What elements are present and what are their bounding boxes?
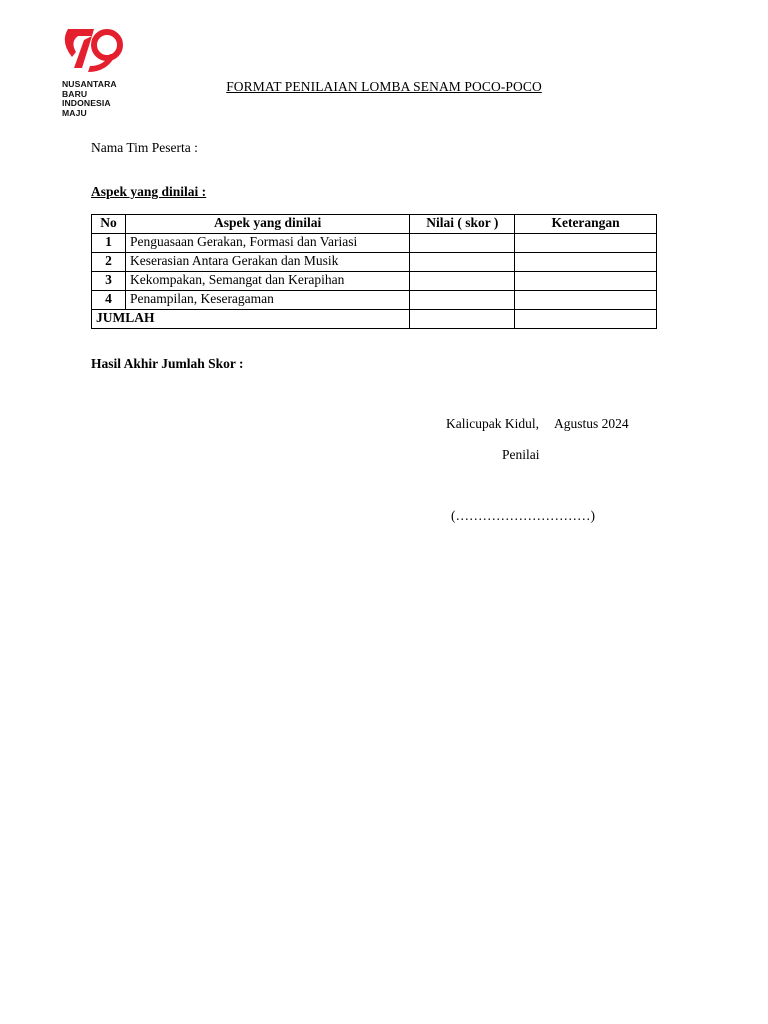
table-header-row	[92, 215, 657, 234]
logo	[62, 24, 132, 118]
row-note-cell[interactable]	[515, 253, 657, 272]
header-score: Nilai ( skor )	[410, 215, 515, 234]
row-aspect: Penguasaan Gerakan, Formasi dan Variasi	[125, 234, 409, 253]
team-name-label: Nama Tim Peserta :	[91, 140, 198, 155]
table-row	[92, 234, 657, 253]
signature-line: (…………………………)	[451, 508, 595, 523]
table-total-row	[92, 310, 657, 329]
row-score-cell[interactable]	[410, 253, 515, 272]
header-no: No	[92, 215, 126, 234]
row-note-cell[interactable]	[515, 291, 657, 310]
logo-line: BARU	[62, 88, 88, 99]
table-row	[92, 272, 657, 291]
indonesia-79-anniversary-logo-icon	[62, 24, 126, 76]
header-aspect: Aspek yang dinilai	[125, 215, 409, 234]
final-score-label: Hasil Akhir Jumlah Skor :	[91, 356, 244, 371]
row-aspect: Keserasian Antara Gerakan dan Musik	[125, 253, 409, 272]
table-row	[92, 291, 657, 310]
total-score-cell[interactable]	[410, 310, 515, 329]
total-note-cell[interactable]	[515, 310, 657, 329]
logo-line: NUSANTARA	[62, 79, 117, 89]
row-score-cell[interactable]	[410, 272, 515, 291]
logo-line: INDONESIA	[62, 98, 111, 109]
aspects-heading: Aspek yang dinilai :	[91, 184, 207, 199]
total-label: JUMLAH	[92, 310, 410, 329]
place: Kalicupak Kidul,	[446, 416, 539, 431]
place-date	[446, 416, 629, 432]
table-row	[92, 253, 657, 272]
assessor-label: Penilai	[502, 447, 540, 462]
row-no: 3	[92, 272, 126, 291]
row-score-cell[interactable]	[410, 291, 515, 310]
row-score-cell[interactable]	[410, 234, 515, 253]
row-aspect: Kekompakan, Semangat dan Kerapihan	[125, 272, 409, 291]
row-note-cell[interactable]	[515, 234, 657, 253]
row-no: 4	[92, 291, 126, 310]
page-title: FORMAT PENILAIAN LOMBA SENAM POCO-POCO	[226, 79, 542, 94]
header-note: Keterangan	[515, 215, 657, 234]
date: Agustus 2024	[553, 416, 629, 431]
row-no: 2	[92, 253, 126, 272]
row-no: 1	[92, 234, 126, 253]
scoring-table	[91, 214, 657, 329]
row-aspect: Penampilan, Keseragaman	[125, 291, 409, 310]
row-note-cell[interactable]	[515, 272, 657, 291]
logo-line: MAJU	[62, 107, 87, 118]
